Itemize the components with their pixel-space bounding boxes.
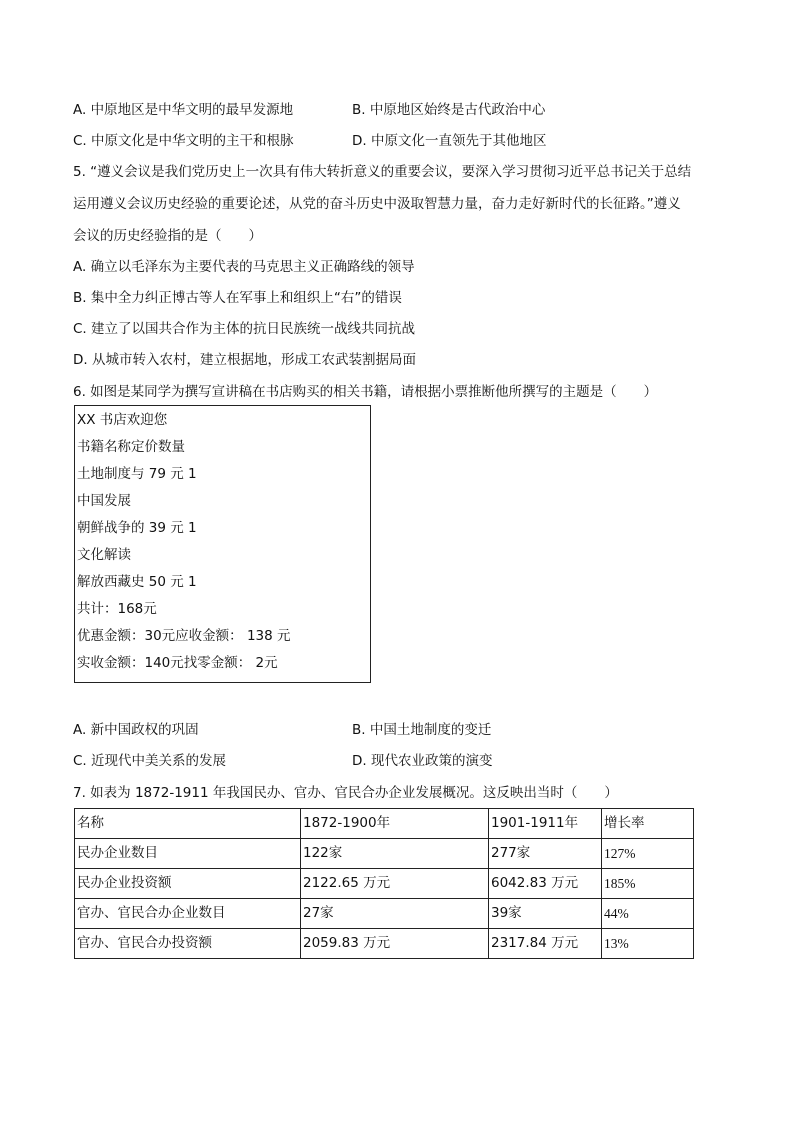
receipt-line: 优惠金额：30元应收金额： 138 元 [77,628,291,644]
table-row [75,869,694,899]
table-cell: 官办、官民合办企业数目 [75,899,301,929]
table-cell: 39家 [489,899,602,929]
table-cell: 6042.83 万元 [489,869,602,899]
q4-option-b: B. 中原地区始终是古代政治中心 [352,102,546,118]
q4-options-row-1 [73,104,723,124]
receipt-line: 实收金额：140元找零金额： 2元 [77,655,278,671]
table-cell: 官办、官民合办投资额 [75,929,301,959]
q5-stem-line-1: 5. “遵义会议是我们党历史上一次具有伟大转折意义的重要会议，要深入学习贯彻习近平总书记关于总结 [73,164,692,180]
table-cell: 44% [602,899,694,929]
q5-stem-line-3: 会议的历史经验指的是（ ） [73,228,262,244]
q4-option-a: A. 中原地区是中华文明的最早发源地 [73,102,294,118]
table-header-cell: 1901-1911年 [489,809,602,839]
receipt-line: 解放西藏史 50 元 1 [77,574,197,590]
table-cell: 13% [602,929,694,959]
q6-option-a: A. 新中国政权的巩固 [73,722,199,738]
table-row [75,839,694,869]
table-cell: 185% [602,869,694,899]
q5-stem-line-2: 运用遵义会议历史经验的重要论述，从党的奋斗历史中汲取智慧力量，奋力走好新时代的长征路。”遵义 [73,196,681,212]
table-row [75,929,694,959]
receipt-line: 书籍名称定价数量 [77,439,185,455]
q4-option-d: D. 中原文化一直领先于其他地区 [352,133,547,149]
receipt-line: 文化解读 [77,547,131,563]
table-cell: 2059.83 万元 [301,929,489,959]
q6-options-row-1 [73,724,723,744]
table-cell: 27家 [301,899,489,929]
table-header-row [75,809,694,839]
q6-stem: 6. 如图是某同学为撰写宣讲稿在书店购买的相关书籍，请根据小票推断他所撰写的主题是（ ） [73,384,658,400]
q5-option-c: C. 建立了以国共合作为主体的抗日民族统一战线共同抗战 [73,321,416,337]
table-header-cell: 名称 [75,809,301,839]
table-cell: 民办企业数目 [75,839,301,869]
table-cell: 127% [602,839,694,869]
q6-option-d: D. 现代农业政策的演变 [352,753,493,769]
receipt-line: XX 书店欢迎您 [77,412,168,428]
q5-option-a: A. 确立以毛泽东为主要代表的马克思主义正确路线的领导 [73,259,415,275]
table-header-cell: 1872-1900年 [301,809,489,839]
q5-option-b: B. 集中全力纠正博古等人在军事上和组织上“右”的错误 [73,290,402,306]
table-row [75,899,694,929]
receipt-box [74,405,371,683]
q6-options-row-2 [73,755,723,775]
q4-option-c: C. 中原文化是中华文明的主干和根脉 [73,133,294,149]
q4-options-row-2 [73,135,723,155]
q6-option-c: C. 近现代中美关系的发展 [73,753,227,769]
receipt-line: 中国发展 [77,493,131,509]
enterprise-table [74,808,694,959]
q6-option-b: B. 中国土地制度的变迁 [352,722,492,738]
table-cell: 2317.84 万元 [489,929,602,959]
receipt-line: 共计：168元 [77,601,157,617]
receipt-line: 朝鲜战争的 39 元 1 [77,520,197,536]
table-header-cell: 增长率 [602,809,694,839]
table-cell: 122家 [301,839,489,869]
receipt-line: 土地制度与 79 元 1 [77,466,197,482]
table-cell: 民办企业投资额 [75,869,301,899]
table-cell: 277家 [489,839,602,869]
table-cell: 2122.65 万元 [301,869,489,899]
q7-stem: 7. 如表为 1872-1911 年我国民办、官办、官民合办企业发展概况。这反映出当时（ ） [73,785,618,801]
q5-option-d: D. 从城市转入农村，建立根据地，形成工农武装割据局面 [73,352,416,368]
